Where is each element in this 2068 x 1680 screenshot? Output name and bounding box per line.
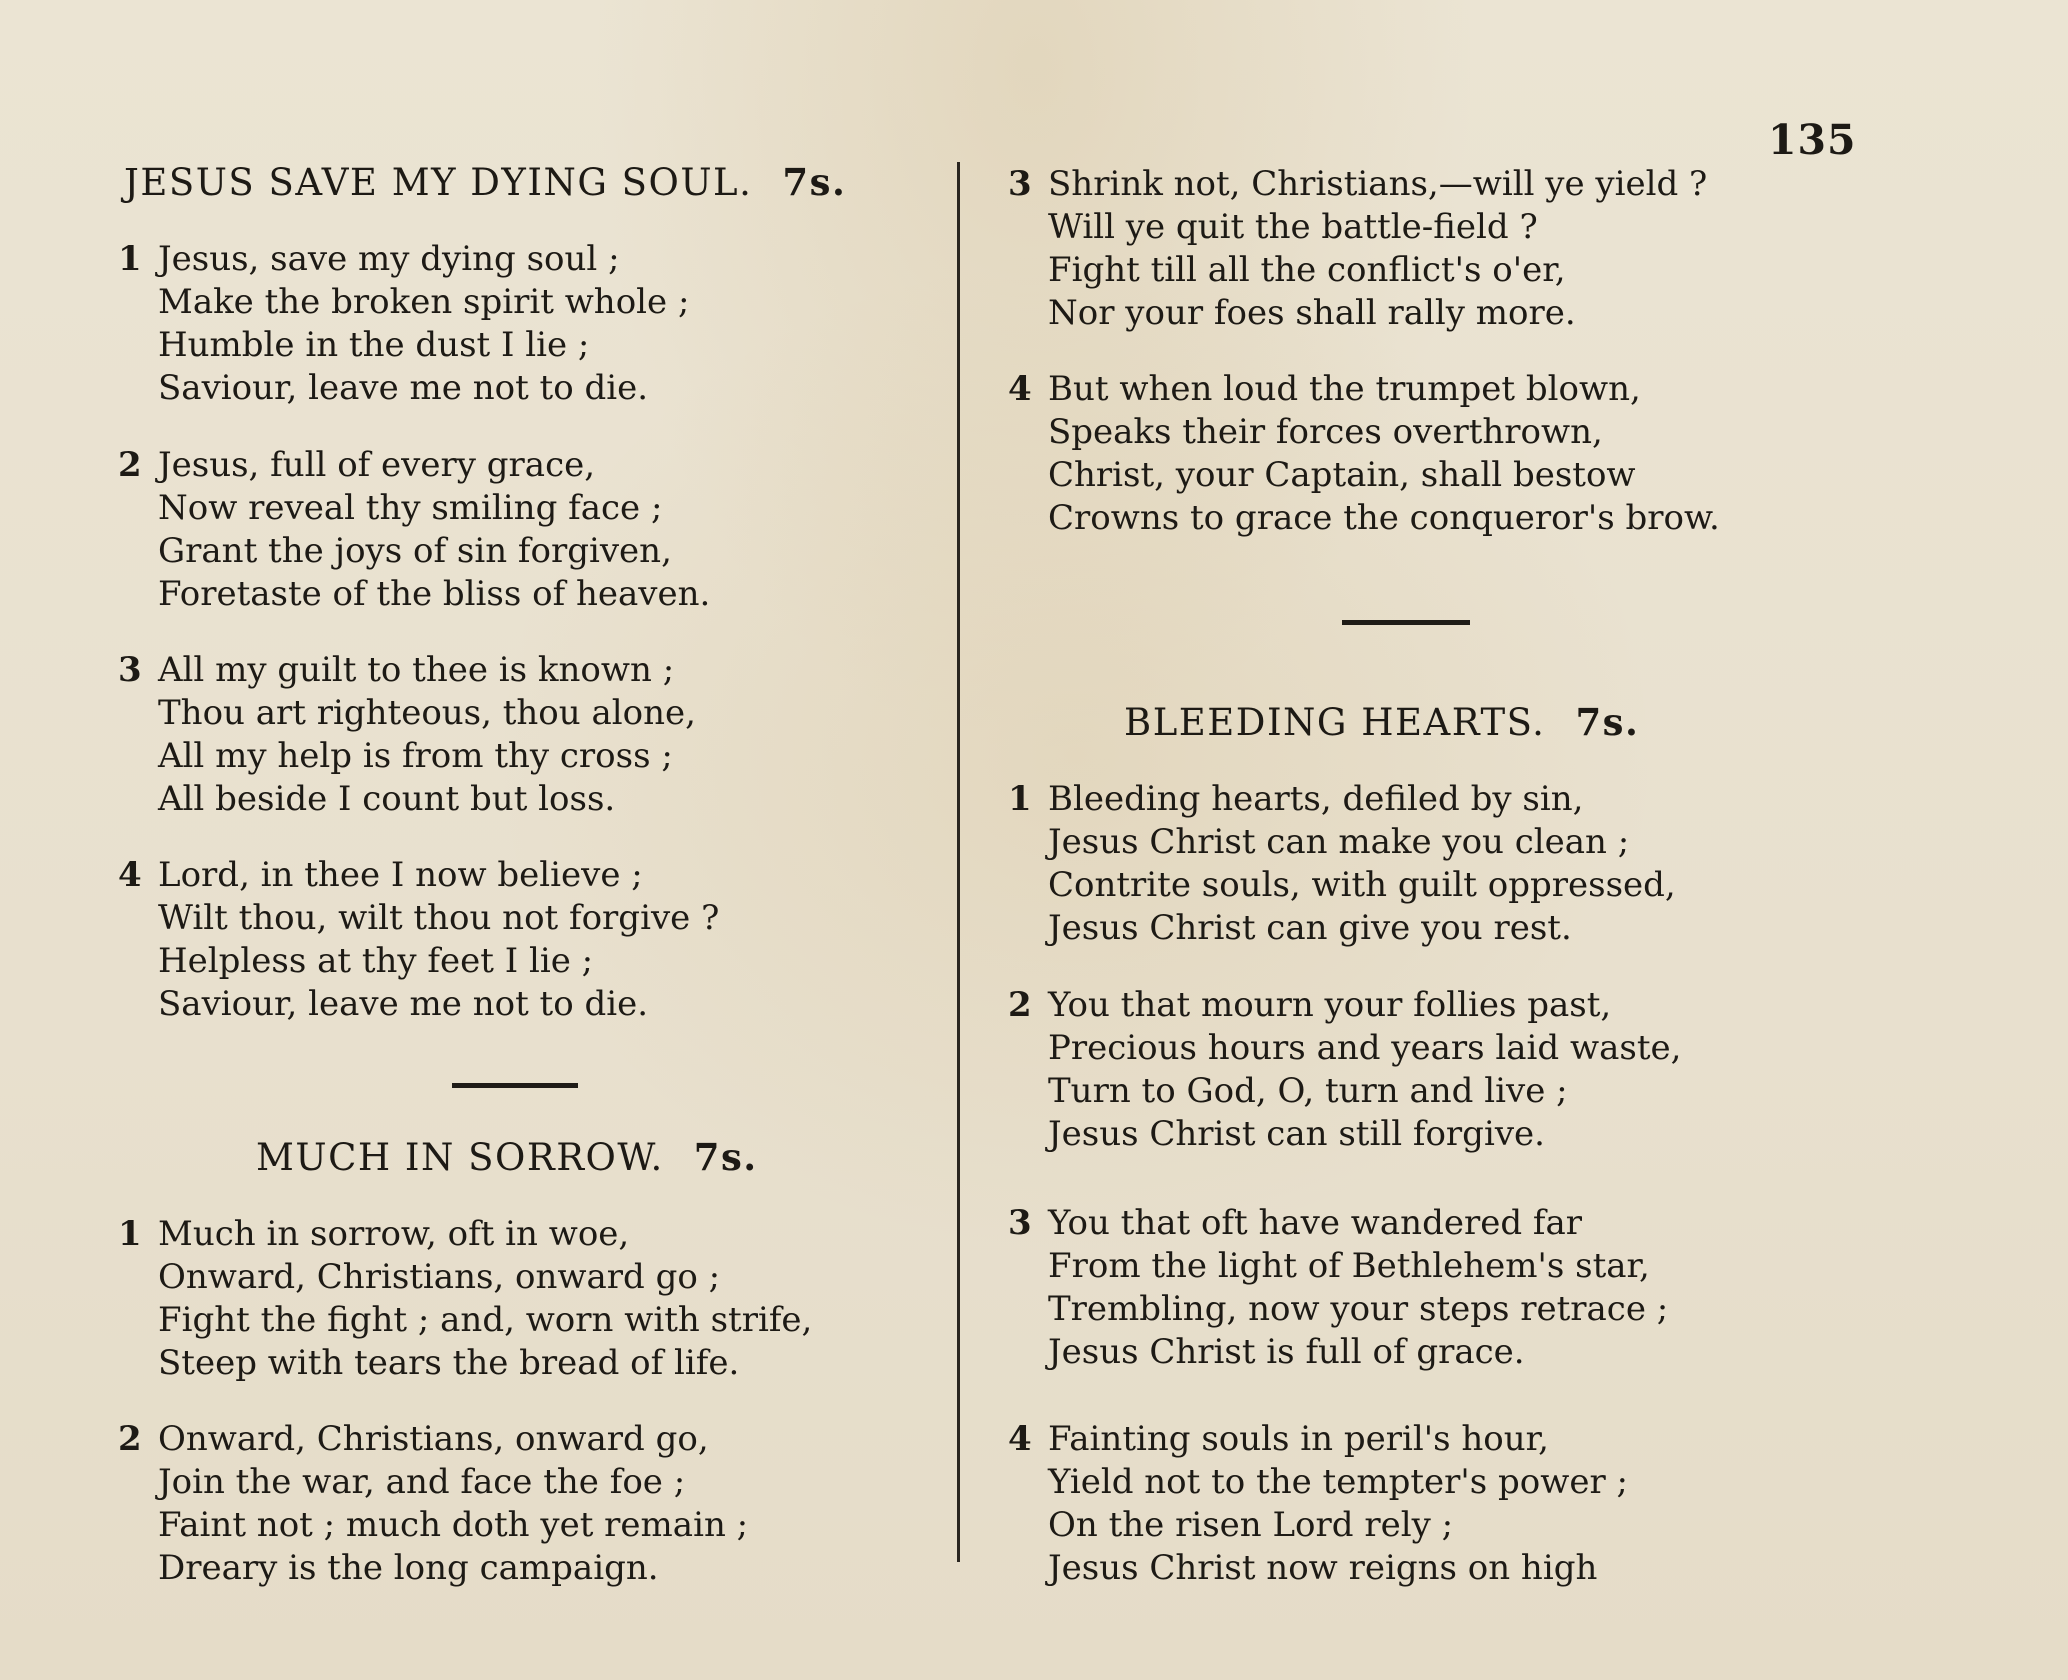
stanza-line: On the risen Lord rely ;	[1048, 1505, 1454, 1545]
stanza-line: Bleeding hearts, defiled by sin,	[1048, 779, 1584, 819]
stanza-line: Much in sorrow, oft in woe,	[158, 1214, 630, 1254]
stanza-line: Crowns to grace the conqueror's brow.	[1048, 498, 1720, 538]
hymn-meter: 7s.	[782, 160, 847, 204]
stanza-line: Helpless at thy feet I lie ;	[158, 941, 594, 981]
stanza-line: Fight the fight ; and, worn with strife,	[158, 1300, 813, 1340]
stanza-number: 3	[1008, 1203, 1032, 1243]
stanza-line: Fainting souls in peril's hour,	[1048, 1419, 1549, 1459]
hymn-title-much-in-sorrow	[256, 1135, 758, 1179]
stanza-line: Contrite souls, with guilt oppressed,	[1048, 865, 1676, 905]
hymn-title-text: MUCH IN SORROW.	[256, 1136, 664, 1179]
stanza-line: Wilt thou, wilt thou not forgive ?	[158, 898, 720, 938]
stanza-line: Christ, your Captain, shall bestow	[1048, 455, 1636, 495]
stanza-line: Lord, in thee I now believe ;	[158, 855, 643, 895]
stanza-number: 3	[1008, 164, 1032, 204]
stanza-line: Turn to God, O, turn and live ;	[1048, 1071, 1568, 1111]
stanza-number: 3	[118, 650, 142, 690]
stanza-line: Fight till all the conflict's o'er,	[1048, 250, 1566, 290]
stanza-line: Precious hours and years laid waste,	[1048, 1028, 1682, 1068]
stanza-line: Jesus Christ now reigns on high	[1048, 1548, 1598, 1588]
stanza-line: Speaks their forces overthrown,	[1048, 412, 1603, 452]
stanza-line: Nor your foes shall rally more.	[1048, 293, 1576, 333]
stanza-line: Now reveal thy smiling face ;	[158, 488, 663, 528]
stanza-line: Jesus, save my dying soul ;	[158, 239, 620, 279]
stanza-line: Saviour, leave me not to die.	[158, 368, 649, 408]
section-rule	[452, 1083, 578, 1088]
stanza-line: Jesus Christ can make you clean ;	[1048, 822, 1630, 862]
stanza-line: You that mourn your follies past,	[1048, 985, 1612, 1025]
hymn-title-jesus-save	[124, 160, 846, 204]
hymn-title-bleeding-hearts	[1124, 700, 1639, 744]
stanza-line: Saviour, leave me not to die.	[158, 984, 649, 1024]
stanza-line: Yield not to the tempter's power ;	[1048, 1462, 1628, 1502]
stanza-number: 4	[1008, 1419, 1032, 1459]
hymn-meter: 7s.	[1575, 700, 1640, 744]
stanza-line: Jesus Christ can give you rest.	[1048, 908, 1572, 948]
stanza-line: All beside I count but loss.	[158, 779, 616, 819]
stanza-line: Steep with tears the bread of life.	[158, 1343, 740, 1383]
stanza-line: Make the broken spirit whole ;	[158, 282, 690, 322]
stanza-number: 1	[118, 239, 142, 279]
stanza-line: Trembling, now your steps retrace ;	[1048, 1289, 1669, 1329]
column-divider	[957, 162, 960, 1562]
section-rule	[1342, 620, 1470, 625]
stanza-number: 1	[1008, 779, 1032, 819]
stanza-line: Foretaste of the bliss of heaven.	[158, 574, 711, 614]
stanza-line: But when loud the trumpet blown,	[1048, 369, 1641, 409]
page-number: 135	[1768, 116, 1857, 164]
stanza-number: 2	[118, 1419, 142, 1459]
stanza-line: From the light of Bethlehem's star,	[1048, 1246, 1650, 1286]
stanza-number: 2	[118, 445, 142, 485]
stanza-line: Will ye quit the battle-field ?	[1048, 207, 1538, 247]
stanza-number: 2	[1008, 985, 1032, 1025]
stanza-line: Jesus Christ can still forgive.	[1048, 1114, 1545, 1154]
stanza-line: Grant the joys of sin forgiven,	[158, 531, 672, 571]
stanza-line: All my guilt to thee is known ;	[158, 650, 675, 690]
hymn-meter: 7s.	[693, 1135, 758, 1179]
stanza-line: Onward, Christians, onward go,	[158, 1419, 709, 1459]
stanza-line: Jesus, full of every grace,	[158, 445, 596, 485]
stanza-line: You that oft have wandered far	[1048, 1203, 1583, 1243]
stanza-number: 1	[118, 1214, 142, 1254]
hymn-title-text: BLEEDING HEARTS.	[1124, 701, 1546, 744]
stanza-line: Thou art righteous, thou alone,	[158, 693, 696, 733]
stanza-line: Jesus Christ is full of grace.	[1048, 1332, 1525, 1372]
stanza-number: 4	[118, 855, 142, 895]
stanza-line: All my help is from thy cross ;	[158, 736, 673, 776]
stanza-line: Humble in the dust I lie ;	[158, 325, 590, 365]
stanza-line: Dreary is the long campaign.	[158, 1548, 659, 1588]
hymn-title-text: JESUS SAVE MY DYING SOUL.	[124, 161, 753, 204]
stanza-line: Onward, Christians, onward go ;	[158, 1257, 721, 1297]
stanza-line: Faint not ; much doth yet remain ;	[158, 1505, 749, 1545]
stanza-line: Join the war, and face the foe ;	[158, 1462, 686, 1502]
stanza-line: Shrink not, Christians,—will ye yield ?	[1048, 164, 1708, 204]
stanza-number: 4	[1008, 369, 1032, 409]
